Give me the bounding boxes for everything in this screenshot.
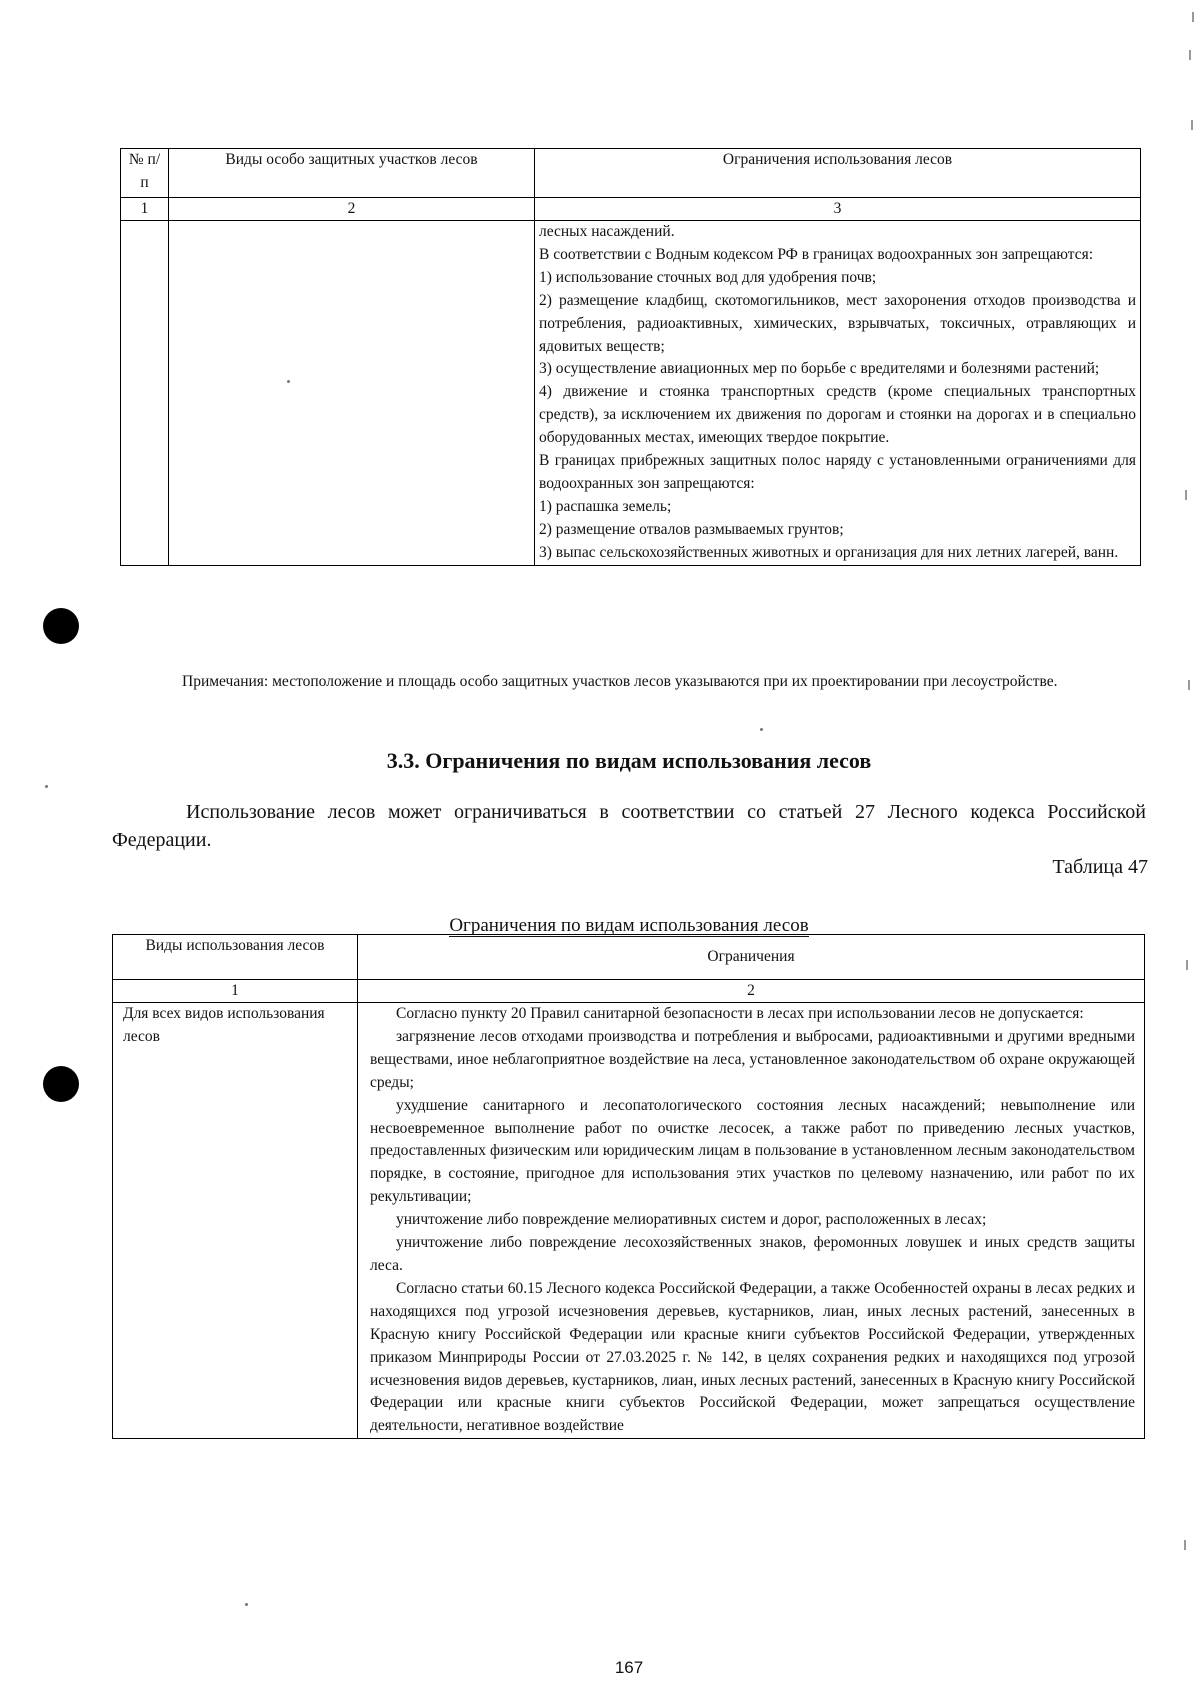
restriction-line: лесных насаждений. <box>539 223 675 240</box>
scan-artifact <box>1184 1540 1186 1550</box>
header-usage-types: Виды использования лесов <box>113 935 358 980</box>
scan-artifact <box>287 380 290 383</box>
restriction-paragraph: ухудшение санитарного и лесопатологического состояния лесных насаждений; невыполнение или несвоевременное выполнение работ по очистке лесосек, а также работ по приведению лесных участков, предоставленных физическим или юридическим лицам в пользование в установленном лесным законодательством порядке, в состояние, пригодное для использования этих участков по целевому назначению, или работ по их рекультивации; <box>370 1096 1135 1206</box>
cell-usage-type: Для всех видов использования лесов <box>113 1003 358 1439</box>
restriction-line: 4) движение и стоянка транспортных средств (кроме специальных транспортных средств), за исключением их движения по дорогам и стоянки на дорогах и в специально оборудованных местах, имеющих твердое покрытие. <box>539 383 1136 447</box>
protective-areas-table <box>120 148 1141 566</box>
scan-artifact <box>1186 960 1188 970</box>
restriction-paragraph: уничтожение либо повреждение лесохозяйственных знаков, феромонных ловушек и иных средств защиты леса. <box>370 1234 1135 1274</box>
header-num: № п/п <box>121 149 169 198</box>
column-number-row <box>113 980 1145 1003</box>
table-row <box>121 221 1141 566</box>
restriction-line: 1) распашка земель; <box>539 497 672 515</box>
cell-type <box>169 221 535 566</box>
restriction-line: 1) использование сточных вод для удобрения почв; <box>539 268 877 286</box>
column-number-row <box>121 198 1141 221</box>
cell-num <box>121 221 169 566</box>
header-restrictions: Ограничения использования лесов <box>535 149 1141 198</box>
punch-hole <box>43 608 79 644</box>
col-number: 3 <box>535 198 1141 221</box>
cell-restrictions <box>358 1003 1145 1439</box>
restriction-line: 2) размещение отвалов размываемых грунтов; <box>539 520 844 538</box>
col-number: 1 <box>121 198 169 221</box>
col-number: 1 <box>113 980 358 1003</box>
restriction-paragraph: уничтожение либо повреждение мелиоративных систем и дорог, расположенных в лесах; <box>396 1211 987 1229</box>
scan-artifact <box>760 728 763 731</box>
header-types: Виды особо защитных участков лесов <box>169 149 535 198</box>
cell-restrictions <box>535 221 1141 566</box>
header-restrictions: Ограничения <box>358 935 1145 980</box>
table-header-row <box>113 935 1145 980</box>
table-number-label: Таблица 47 <box>1052 856 1148 878</box>
restriction-line: 3) выпас сельскохозяйственных животных и организация для них летних лагерей, ванн. <box>539 543 1119 561</box>
col-number: 2 <box>169 198 535 221</box>
table-note: Примечания: местоположение и площадь особо защитных участков лесов указываются при их проектировании при лесоустройстве. <box>182 673 1058 690</box>
scan-artifact <box>1192 12 1194 22</box>
scan-artifact <box>45 785 48 788</box>
scan-artifact <box>1189 50 1191 60</box>
section-heading: 3.3. Ограничения по видам использования лесов <box>386 748 872 773</box>
intro-paragraph: Использование лесов может ограничиваться в соответствии со статьей 27 Лесного кодекса Российской Федерации. <box>112 801 1146 851</box>
restriction-line: 2) размещение кладбищ, скотомогильников, мест захоронения отходов производства и потребления, радиоактивных, химических, взрывчатых, токсичных, отравляющих и ядовитых веществ; <box>539 291 1136 355</box>
col-number: 2 <box>358 980 1145 1003</box>
restriction-line: В границах прибрежных защитных полос наряду с установленными ограничениями для водоохранных зон запрещаются: <box>539 452 1136 492</box>
restriction-paragraph: загрязнение лесов отходами производства и потребления и выбросами, радиоактивными и другими вредными веществами, иное неблагоприятное воздействие на леса, установленное законодательством об охране окружающей среды; <box>370 1027 1135 1091</box>
table-row <box>113 1003 1145 1439</box>
page-number: 167 <box>614 1658 644 1677</box>
restriction-line: 3) осуществление авиационных мер по борьбе с вредителями и болезнями растений; <box>539 360 1100 378</box>
scan-artifact <box>1191 120 1193 130</box>
usage-restrictions-table <box>112 934 1145 1439</box>
restriction-line: В соответствии с Водным кодексом РФ в границах водоохранных зон запрещаются: <box>539 245 1094 263</box>
table-caption-text: Ограничения по видам использования лесов <box>449 915 809 936</box>
scan-artifact <box>1185 490 1187 500</box>
restriction-paragraph: Согласно пункту 20 Правил санитарной безопасности в лесах при использовании лесов не допускается: <box>396 1005 1084 1022</box>
scan-artifact <box>1188 680 1190 690</box>
scan-artifact <box>245 1603 248 1606</box>
punch-hole <box>43 1066 79 1102</box>
table-header-row <box>121 149 1141 198</box>
restriction-paragraph: Согласно статьи 60.15 Лесного кодекса Российской Федерации, а также Особенностей охраны в лесах редких и находящихся под угрозой исчезновения деревьев, кустарников, лиан, иных лесных растений, занесенных в Красную книгу Российской Федерации или красные книги субъектов Российской Федерации, утвержденных приказом Минприроды России от 27.03.2025 г. № 142, в целях сохранения редких и находящихся под угрозой исчезновения видов деревьев, кустарников, лиан, иных лесных растений, занесенных в Красную книгу Российской Федерации или красные книги субъектов Российской Федерации, может запрещаться осуществление деятельности, негативное воздействие <box>370 1279 1135 1435</box>
